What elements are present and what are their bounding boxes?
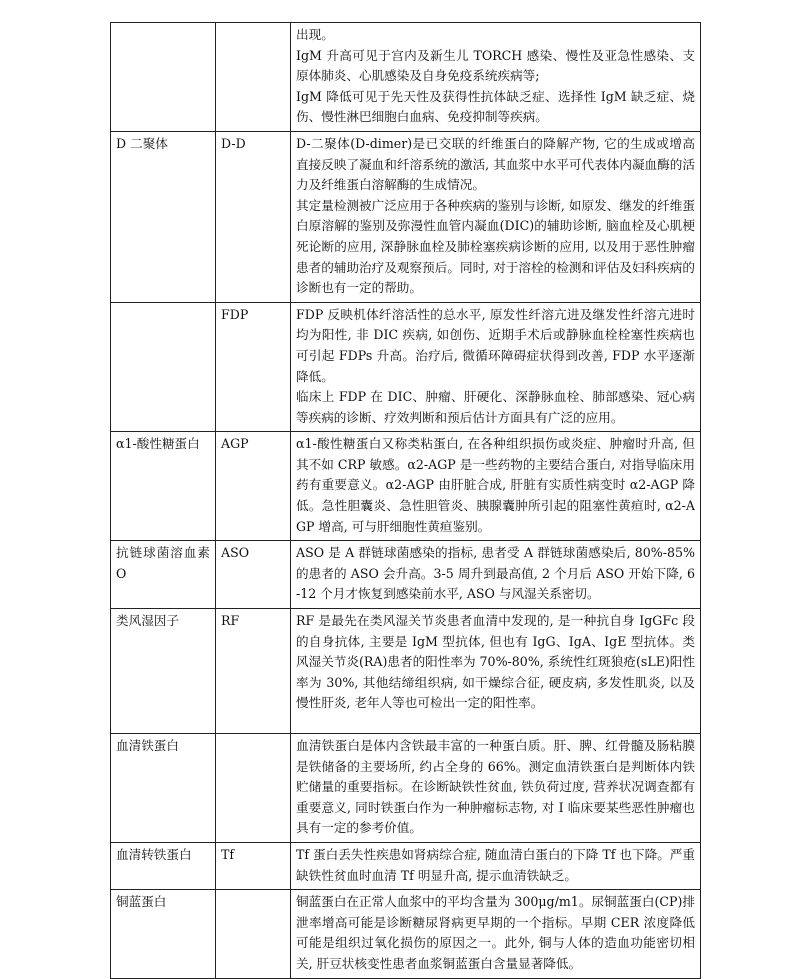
test-name-cell — [111, 302, 216, 432]
test-name-cell: 血清铁蛋白 — [111, 734, 216, 843]
description-paragraph: FDP 反映机体纤溶活性的总水平, 原发性纤溶亢进及继发性纤溶亢进时均为阳性, 非 DIC 疾病, 如创伤、近期手术后或静脉血栓栓塞性疾病也可引起 FDPs 升高。治疗后, 微循环障碍症状得到改善, FDP 水平逐渐降低。 — [296, 306, 695, 384]
test-abbr-cell: FDP — [216, 302, 291, 432]
table-row — [111, 541, 701, 609]
table-row — [111, 23, 701, 132]
test-description-cell — [291, 890, 701, 978]
table-row — [111, 432, 701, 541]
test-abbr-cell: D-D — [216, 131, 291, 302]
description-paragraph: α1-酸性糖蛋白又称类粘蛋白, 在各种组织损伤或炎症、肿瘤时升高, 但其不如 CRP 敏感。α2-AGP 是一些药物的主要结合蛋白, 对指导临床用药有重要意义。α2-AGP 由肝脏合成, 肝脏有实质性病变时 α2-AGP 降低。急性胆囊炎、急性胆管炎、胰腺囊肿所引起的阻塞性黄疸时, α2-AGP 增高, 可与肝细胞性黄疸鉴别。 — [296, 436, 695, 534]
description-paragraph: 其定量检测被广泛应用于各种疾病的鉴别与诊断, 如原发、继发的纤维蛋白原溶解的鉴别及弥漫性血管内凝血(DIC)的辅助诊断, 脑血栓及心肌梗死论断的应用, 深静脉血栓及肺栓塞疾病诊断的应用, 以及用于恶性肿瘤患者的辅助治疗及观察预后。同时, 对于溶栓的检测和评估及妇科疾病的诊断也有一定的帮助。 — [296, 197, 695, 296]
test-description-cell — [291, 843, 701, 890]
test-name-cell: 类风湿因子 — [111, 609, 216, 734]
test-abbr-cell: Tf — [216, 843, 291, 890]
test-abbr-cell: RF — [216, 609, 291, 734]
lab-test-table — [110, 22, 701, 979]
test-abbr-cell — [216, 23, 291, 132]
test-description-cell — [291, 609, 701, 734]
table-row — [111, 609, 701, 734]
table-row — [111, 131, 701, 302]
test-name-cell: 血清转铁蛋白 — [111, 843, 216, 890]
description-paragraph: 铜蓝蛋白在正常人血浆中的平均含量为 300μg/m1。尿铜蓝蛋白(CP)排泄率增高可能是诊断糖尿肾病更早期的一个指标。早期 CER 浓度降低可能是组织过氧化损伤的原因之一。此外, 铜与人体的造血功能密切相关, 肝豆状核变性患者血浆铜蓝蛋白含量显著降低。 — [296, 894, 695, 971]
test-description-cell — [291, 131, 701, 302]
test-description-cell — [291, 23, 701, 132]
test-abbr-cell: ASO — [216, 541, 291, 609]
test-abbr-cell — [216, 734, 291, 843]
description-paragraph: D-二聚体(D-dimer)是已交联的纤维蛋白的降解产物, 它的生成或增高直接反映了凝血和纤溶系统的激活, 其血浆中水平可代表体内凝血酶的活力及纤维蛋白溶解酶的生成情况。 — [296, 135, 695, 193]
description-paragraph: 出现。 — [296, 27, 334, 42]
table-row — [111, 843, 701, 890]
test-description-cell — [291, 302, 701, 432]
test-description-cell — [291, 432, 701, 541]
test-abbr-cell: AGP — [216, 432, 291, 541]
table-row — [111, 890, 701, 978]
description-paragraph: RF 是最先在类风湿关节炎患者血清中发现的, 是一种抗自身 IgGFc 段的自身抗体, 主要是 IgM 型抗体, 但也有 IgG、IgA、IgE 型抗体。类风湿关节炎(RA)患者的阳性率为 70%-80%, 系统性红斑狼疮(sLE)阳性率为 30%, 其他结缔组织病, 如干燥综合征, 硬皮病, 多发性肌炎, 以及慢性肝炎, 老年人等也可检出一定的阳性率。 — [296, 613, 695, 711]
test-description-cell — [291, 734, 701, 843]
table-row — [111, 734, 701, 843]
test-name-cell: α1-酸性糖蛋白 — [111, 432, 216, 541]
description-paragraph: Tf 蛋白丢失性疾患如肾病综合症, 随血清白蛋白的下降 Tf 也下降。严重缺铁性贫血时血清 Tf 明显升高, 提示血清铁缺乏。 — [296, 847, 695, 883]
description-paragraph: 血清铁蛋白是体内含铁最丰富的一种蛋白质。肝、脾、红骨髓及肠粘膜是铁储备的主要场所, 约占全身的 66%。测定血清铁蛋白是判断体内铁贮储量的重要指标。在诊断缺铁性贫血, 铁负荷过度, 营养状况调查都有重要意义, 同时铁蛋白作为一种肿瘤标志物, 对 I 临床要某些恶性肿瘤也具有一定的参考价值。 — [296, 738, 695, 836]
test-name-cell — [111, 23, 216, 132]
description-paragraph: IgM 降低可见于先天性及获得性抗体缺乏症、选择性 IgM 缺乏症、烧伤、慢性淋巴细胞白血病、免疫抑制等疾病。 — [296, 88, 695, 125]
test-name-cell: D 二聚体 — [111, 131, 216, 302]
description-paragraph: IgM 升高可见于宫内及新生儿 TORCH 感染、慢性及亚急性感染、支原体肺炎、心肌感染及自身免疫系统疾病等; — [296, 47, 695, 84]
test-name-cell: 抗链球菌溶血素 O — [111, 541, 216, 609]
test-name-cell: 铜蓝蛋白 — [111, 890, 216, 978]
description-paragraph: 临床上 FDP 在 DIC、肿瘤、肝硬化、深静脉血栓、肺部感染、冠心病等疾病的诊断、疗效判断和预后估计方面具有广泛的应用。 — [296, 389, 695, 425]
test-abbr-cell — [216, 890, 291, 978]
description-paragraph: ASO 是 A 群链球菌感染的指标, 患者受 A 群链球菌感染后, 80%-85%的患者的 ASO 会升高。3-5 周升到最高值, 2 个月后 ASO 开始下降, 6-12 个月才恢复到感染前水平, ASO 与风湿关系密切。 — [296, 545, 695, 602]
test-description-cell — [291, 541, 701, 609]
table-row — [111, 302, 701, 432]
